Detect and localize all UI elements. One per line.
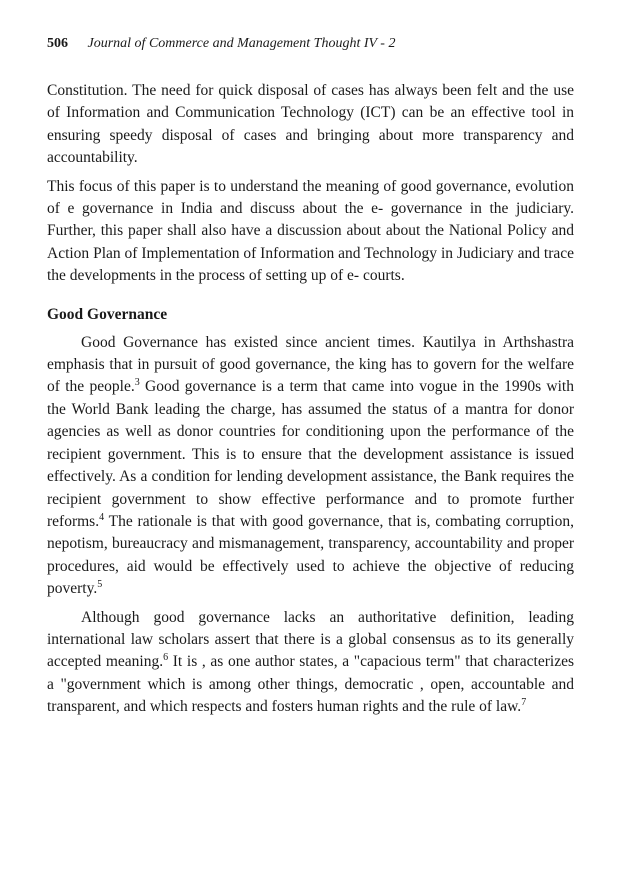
paragraph-4-text-a: Although good governance lacks an authoritative definition, leading international law scholars assert that there is a global consensus as to its generally accepted meaning. [47, 608, 574, 671]
paragraph-2: This focus of this paper is to understand the meaning of good governance, evolution of e governance in India and discuss about the e- governance in the judiciary. Further, this paper shall also have a discussion about about the National Policy and Action Plan of Implementation of Information and Technology in Judiciary and trace the developments in the process of setting up of e- courts. [47, 177, 574, 285]
footnote-ref-7: 7 [521, 697, 527, 709]
footnote-ref-4: 4 [99, 511, 105, 523]
page [47, 34, 574, 719]
section-heading: Good Governance [47, 305, 168, 323]
paragraph-3 [47, 332, 574, 601]
footnote-ref-3: 3 [134, 377, 140, 389]
paragraph-4-text-b: It is , as one author states, a "capacious term" that characterizes a "government which is among other things, democratic , open, accountable and transparent, and which respects and fosters human rights and the rule of law. [47, 653, 574, 716]
paragraph-3-text-c: The rationale is that with good governance, that is, combating corruption, nepotism, bureaucracy and mismanagement, transparency, accountability and proper procedures, aid would be effectively used to achieve the objective of reducing poverty. [47, 512, 574, 598]
paragraph-1: Constitution. The need for quick disposal of cases has always been felt and the use of Information and Communication Technology (ICT) can be an effective tool in ensuring speedy disposal of cases and bringing about more transparency and accountability. [47, 82, 574, 167]
paragraph-3-text-b: Good governance is a term that came into vogue in the 1990s with the World Bank leading the charge, has assumed the status of a mantra for donor agencies as well as donor countries for conditioning upon the performance of the recipient government. This is to ensure that the development assistance is issued effectively. As a condition for lending development assistance, the Bank requires the recipient government to show effective performance and to promote further reforms. [47, 378, 574, 530]
page-number: 506 [47, 36, 68, 51]
footnote-ref-5: 5 [97, 579, 103, 591]
paragraph-3-text-a: Good Governance has existed since ancient times. Kautilya in Arthshastra emphasis that in pursuit of good governance, the king has to govern for the welfare of the people. [47, 333, 574, 396]
paragraph-4 [47, 607, 574, 719]
footnote-ref-6: 6 [163, 652, 169, 664]
journal-title: Journal of Commerce and Management Thought IV - 2 [87, 36, 396, 51]
running-header [47, 34, 574, 54]
